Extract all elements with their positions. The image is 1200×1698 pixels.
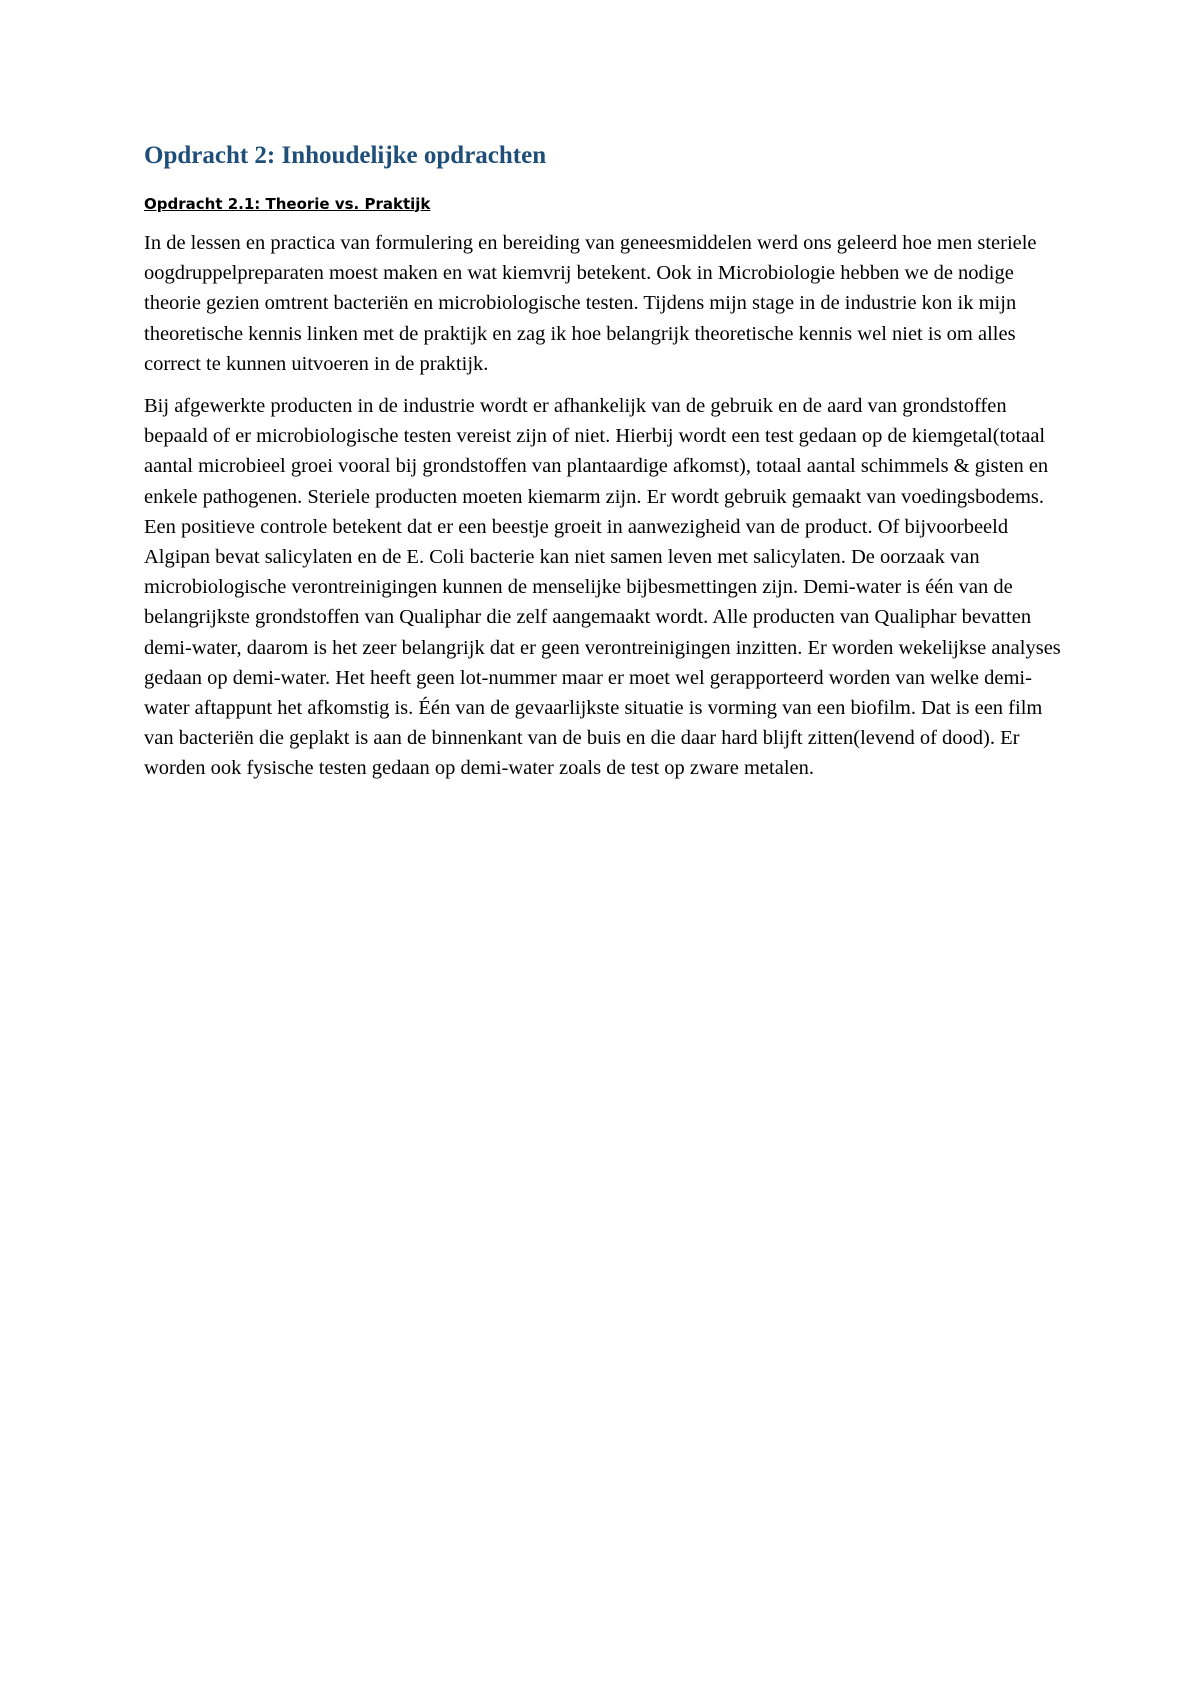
page-title: Opdracht 2: Inhoudelijke opdrachten: [144, 142, 547, 169]
paragraph-intro: In de lessen en practica van formulering en bereiding van geneesmiddelen werd ons geleerd hoe men steriele oogdruppelpreparaten moest maken en wat kiemvrij betekent. Ook in Microbiologie hebben we de nodige theorie gezien omtrent bacteriën en microbiologische testen. Tijdens mijn stage in de industrie kon ik mijn theoretische kennis linken met de praktijk en zag ik hoe belangrijk theoretische kennis wel niet is om alles correct te kunnen uitvoeren in de praktijk.: [144, 232, 1037, 375]
section-heading: Opdracht 2.1: Theorie vs. Praktijk: [144, 194, 431, 213]
paragraph-industry: Bij afgewerkte producten in de industrie wordt er afhankelijk van de gebruik en de aard van grondstoffen bepaald of er microbiologische testen vereist zijn of niet. Hierbij wordt een test gedaan op de kiemgetal(totaal aantal microbieel groei vooral bij grondstoffen van plantaardige afkomst), totaal aantal schimmels & gisten en enkele pathogenen. Steriele producten moeten kiemarm zijn. Er wordt gebruik gemaakt van voedingsbodems. Een positieve controle betekent dat er een beestje groeit in aanwezigheid van de product. Of bijvoorbeeld Algipan bevat salicylaten en de E. Coli bacterie kan niet samen leven met salicylaten. De oorzaak van microbiologische verontreinigingen kunnen de menselijke bijbesmettingen zijn. Demi-water is één van de belangrijkste grondstoffen van Qualiphar die zelf aangemaakt wordt. Alle producten van Qualiphar bevatten demi-water, daarom is het zeer belangrijk dat er geen verontreinigingen inzitten. Er worden wekelijkse analyses gedaan op demi-water. Het heeft geen lot-nummer maar er moet wel gerapporteerd worden van welke demi-water aftappunt het afkomstig is. Één van de gevaarlijkste situatie is vorming van een biofilm. Dat is een film van bacteriën die geplakt is aan de binnenkant van de buis en die daar hard blijft zitten(levend of dood). Er worden ook fysische testen gedaan op demi-water zoals de test op zware metalen.: [144, 395, 1061, 780]
document-body: [144, 140, 1064, 796]
